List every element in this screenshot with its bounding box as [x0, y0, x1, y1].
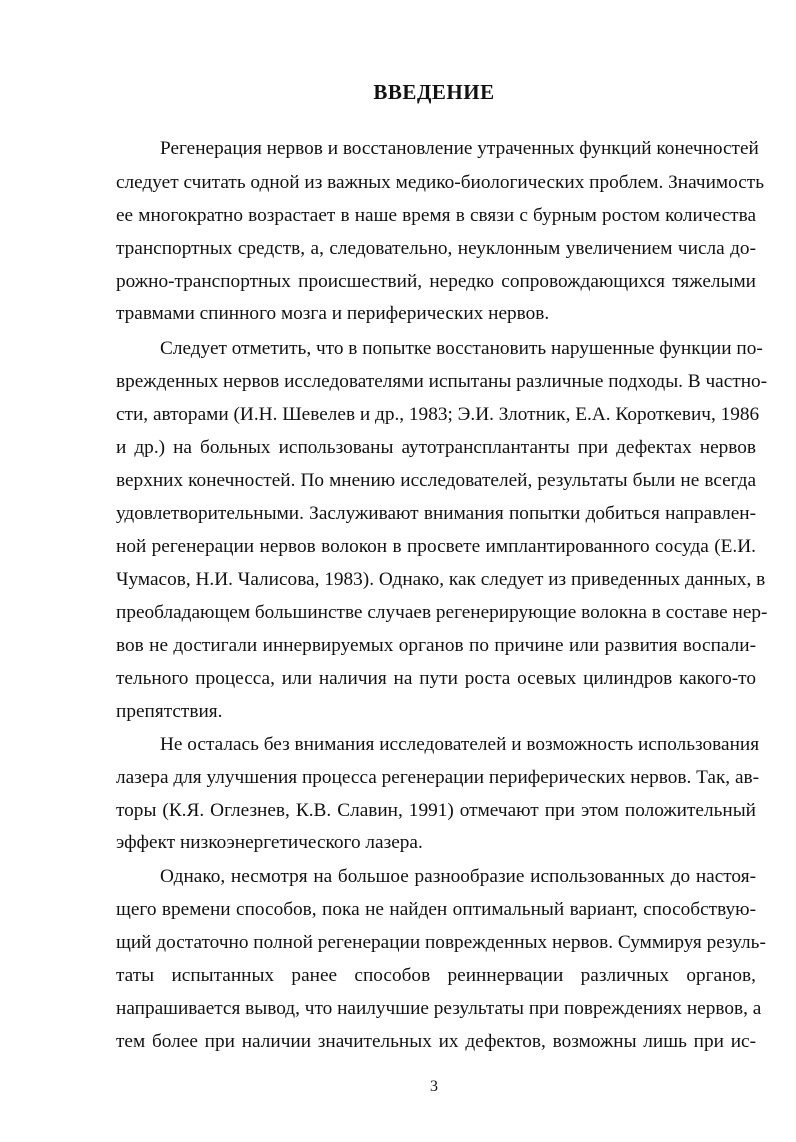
- text-line: транспортных средств, а, следовательно, неуклонным увеличением числа до-: [116, 238, 756, 259]
- text-line: верхних конечностей. По мнению исследователей, результаты были не всегда: [116, 470, 756, 491]
- text-line: удовлетворительными. Заслуживают внимания попытки добиться направлен-: [116, 503, 756, 524]
- text-line: Чумасов, Н.И. Чалисова, 1983). Однако, как следует из приведенных данных, в: [116, 569, 766, 590]
- text-line: врежденных нервов исследователями испытаны различные подходы. В частно-: [116, 371, 768, 392]
- text-line: щего времени способов, пока не найден оптимальный вариант, способствую-: [116, 899, 756, 920]
- text-line: препятствия.: [116, 701, 223, 722]
- text-line: щий достаточно полной регенерации поврежденных нервов. Суммируя резуль-: [116, 932, 766, 953]
- text-line: травмами спинного мозга и периферических нервов.: [116, 303, 550, 324]
- text-line: Следует отметить, что в попытке восстановить нарушенные функции по-: [160, 338, 763, 359]
- text-line: вов не достигали иннервируемых органов по причине или развития воспали-: [116, 635, 756, 656]
- text-line: Однако, несмотря на большое разнообразие использованных до настоя-: [160, 866, 756, 887]
- text-line: Регенерация нервов и восстановление утраченных функций конечностей: [160, 138, 759, 159]
- text-line: преобладающем большинстве случаев регенерирующие волокна в составе нер-: [116, 602, 768, 623]
- text-line: торы (К.Я. Оглезнев, К.В. Славин, 1991) отмечают при этом положительный: [116, 800, 756, 821]
- text-line: тем более при наличии значительных их дефектов, возможны лишь при ис-: [116, 1031, 756, 1052]
- text-line: таты испытанных ранее способов реиннервации различных органов,: [116, 965, 756, 986]
- text-line: рожно-транспортных происшествий, нередко сопровождающихся тяжелыми: [116, 271, 756, 292]
- text-line: напрашивается вывод, что наилучшие результаты при повреждениях нервов, а: [116, 998, 762, 1019]
- text-line: тельного процесса, или наличия на пути роста осевых цилиндров какого-то: [116, 668, 756, 689]
- text-line: следует считать одной из важных медико-биологических проблем. Значимость: [116, 172, 765, 193]
- text-line: Не осталась без внимания исследователей и возможность использования: [160, 734, 760, 755]
- text-line: и др.) на больных использованы аутотрансплантанты при дефектах нервов: [116, 437, 756, 458]
- text-line: ной регенерации нервов волокон в просвете имплантированного сосуда (Е.И.: [116, 536, 756, 557]
- page-number: 3: [430, 1078, 438, 1095]
- text-line: сти, авторами (И.Н. Шевелев и др., 1983; Э.И. Злотник, Е.А. Короткевич, 1986: [116, 404, 760, 425]
- page-title: ВВЕДЕНИЕ: [373, 80, 495, 104]
- text-line: эффект низкоэнергетического лазера.: [116, 832, 423, 853]
- text-line: ее многократно возрастает в наше время в связи с бурным ростом количества: [116, 205, 756, 226]
- text-line: лазера для улучшения процесса регенерации периферических нервов. Так, ав-: [116, 767, 760, 788]
